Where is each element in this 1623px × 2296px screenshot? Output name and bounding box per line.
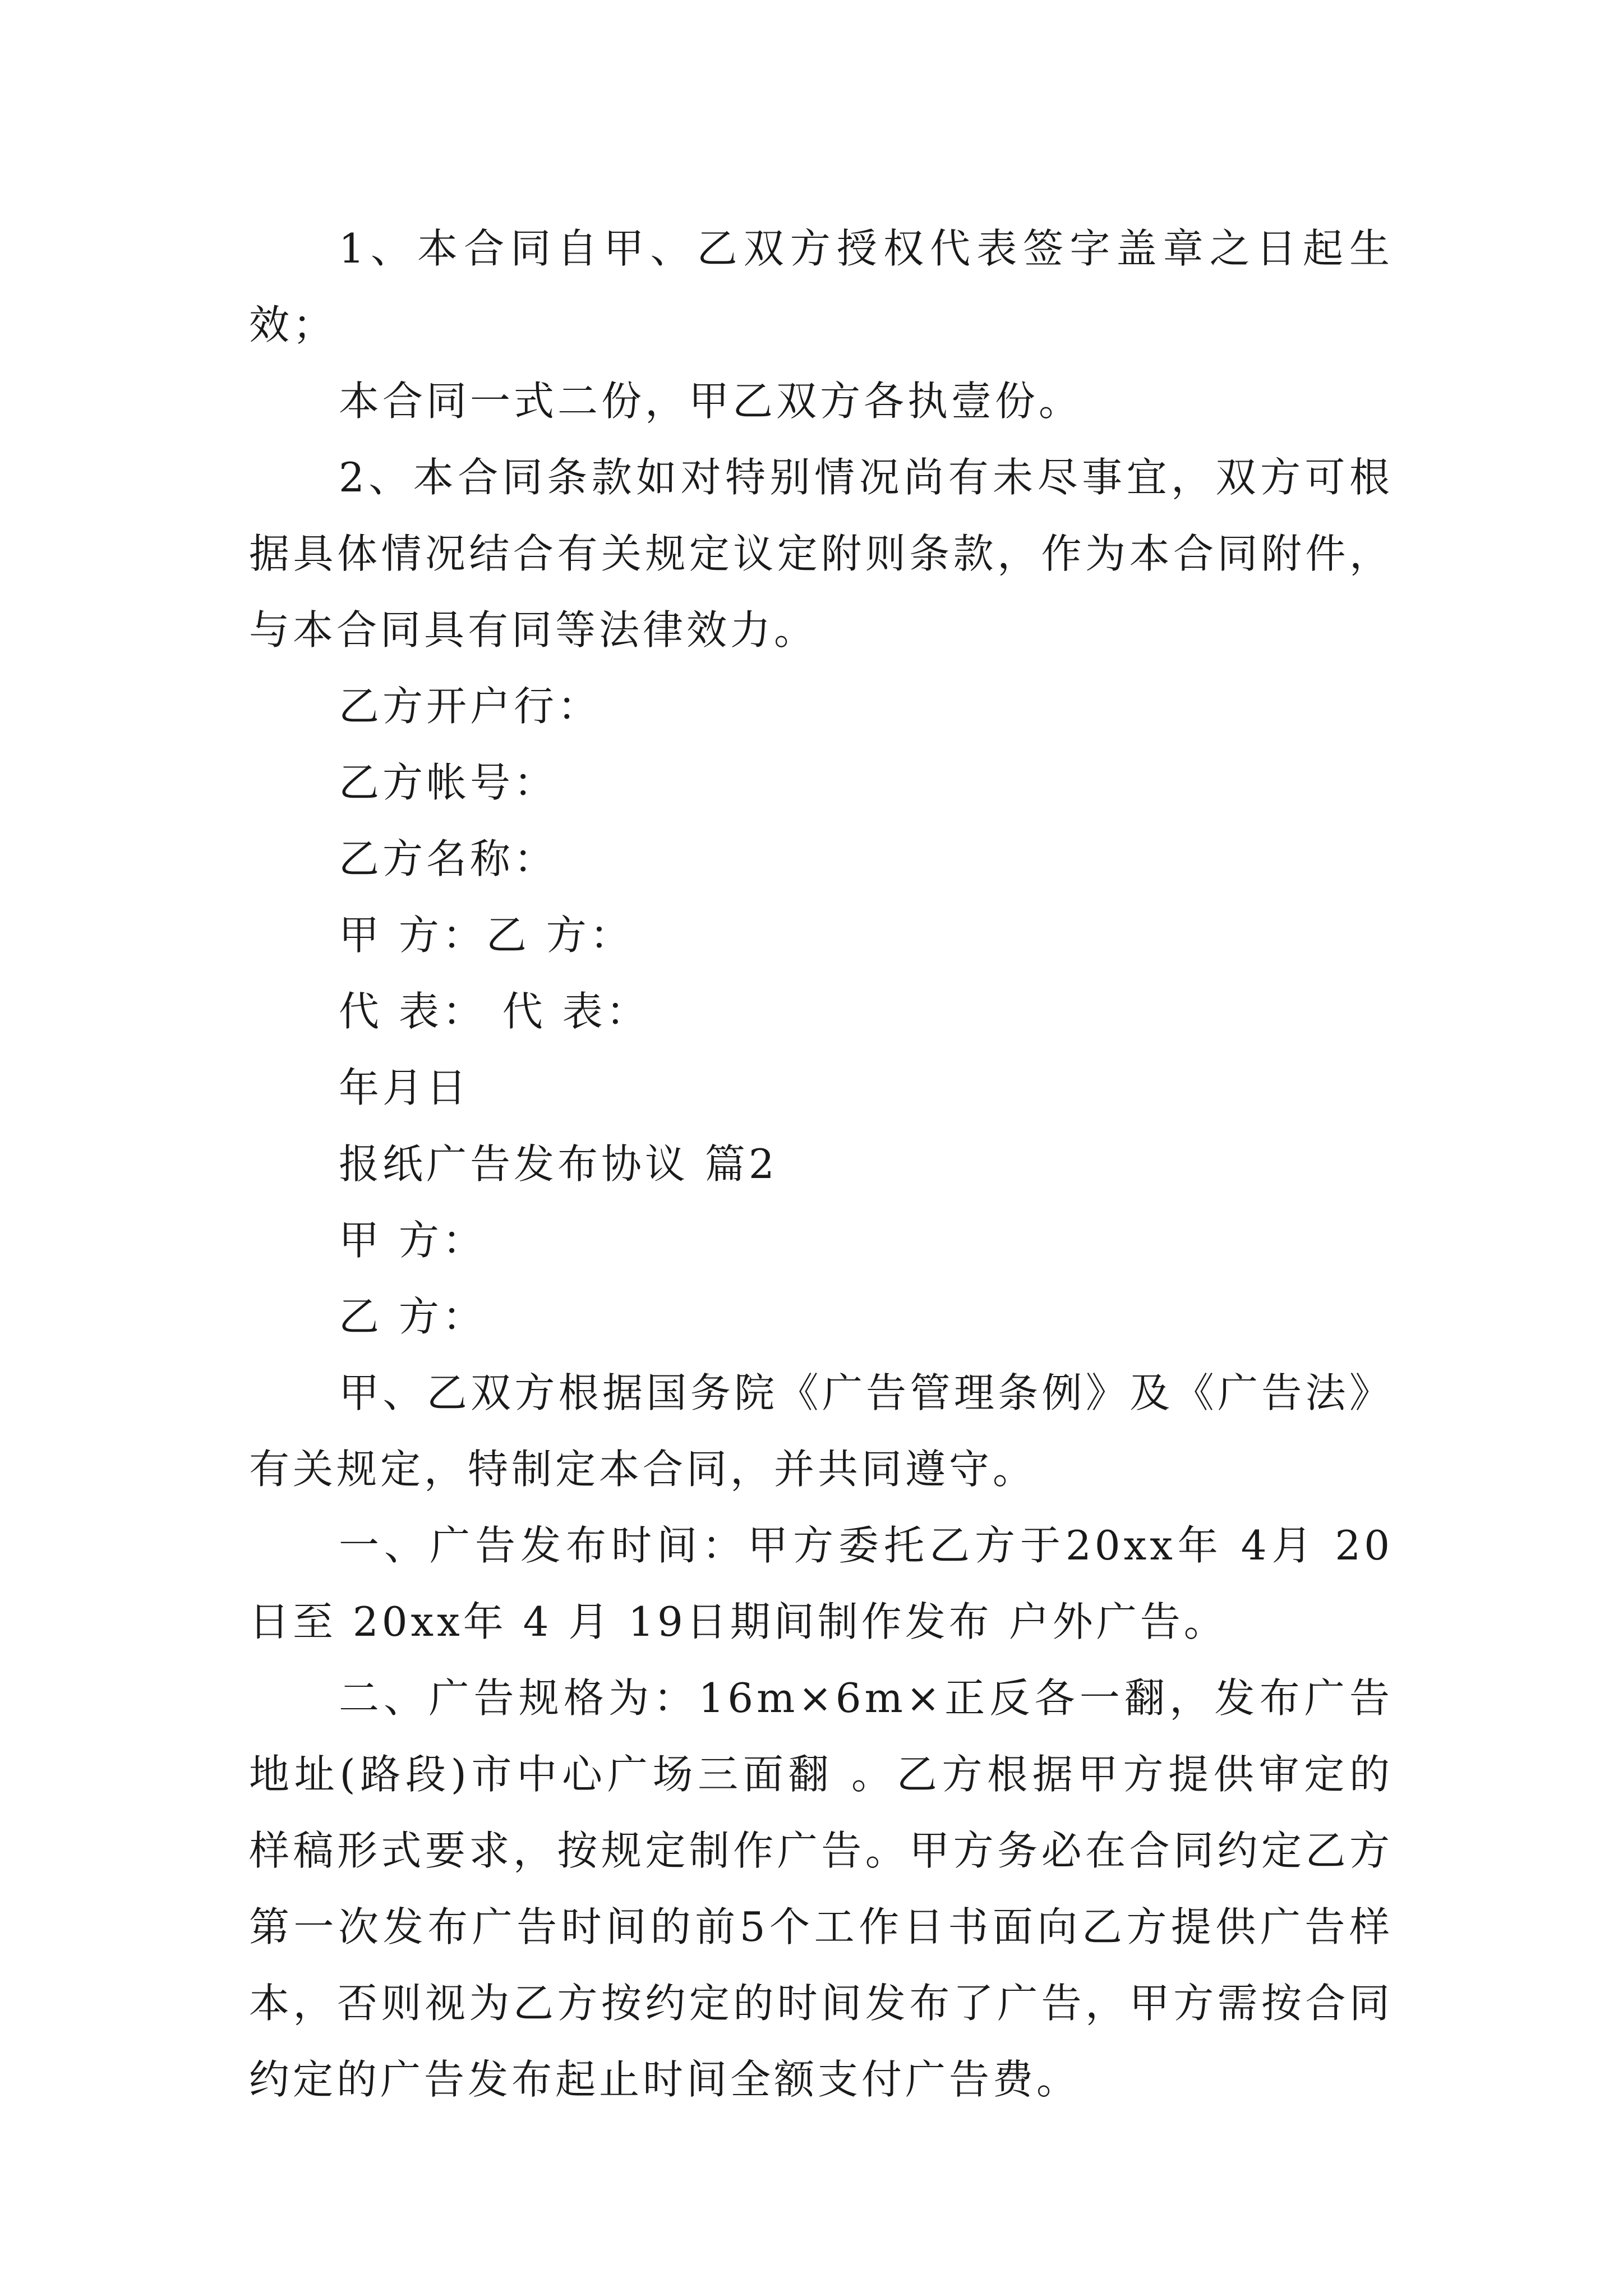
- clause-supplement: 2、本合同条款如对特别情况尚有未尽事宜，双方可根据具体情况结合有关规定议定附则条款，作为本合同附件，与本合同具有同等法律效力。: [249, 454, 1393, 654]
- signature-date: 年月日: [339, 1064, 471, 1111]
- signature-representatives: 代 表： 代 表：: [339, 988, 650, 1035]
- clause-copies: 本合同一式二份，甲乙双方各执壹份。: [339, 378, 1083, 425]
- clause-publish-time: 一、广告发布时间：甲方委托乙方于20xx年 4月 20日至 20xx年 4 月 19日期间制作发布 户外广告。: [249, 1522, 1393, 1645]
- party-a-label: 甲 方：: [339, 1217, 486, 1264]
- clause-effective: 1、本合同自甲、乙双方授权代表签字盖章之日起生效；: [249, 225, 1393, 348]
- party-b-label: 乙 方：: [339, 1293, 486, 1340]
- clause-specification: 二、广告规格为：16m×6m×正反各一翻，发布广告地址(路段)市中心广场三面翻 。乙方根据甲方提供审定的样稿形式要求，按规定制作广告。甲方务必在合同约定乙方第一次发布广告时间的前5个工作日书面向乙方提供广告样本，否则视为乙方按约定的时间发布了广告，甲方需按合同约定的广告发布起止时间全额支付广告费。: [249, 1674, 1393, 2103]
- preamble: 甲、乙双方根据国务院《广告管理条例》及《广告法》有关规定，特制定本合同，并共同遵守。: [249, 1369, 1393, 1493]
- party-b-bank: 乙方开户行：: [339, 683, 602, 730]
- party-b-account: 乙方帐号：: [339, 759, 558, 806]
- signature-parties: 甲 方：乙 方：: [339, 912, 634, 959]
- section-title: 报纸广告发布协议 篇2: [339, 1140, 778, 1188]
- party-b-name: 乙方名称：: [339, 835, 558, 882]
- document-body: [249, 210, 1393, 2118]
